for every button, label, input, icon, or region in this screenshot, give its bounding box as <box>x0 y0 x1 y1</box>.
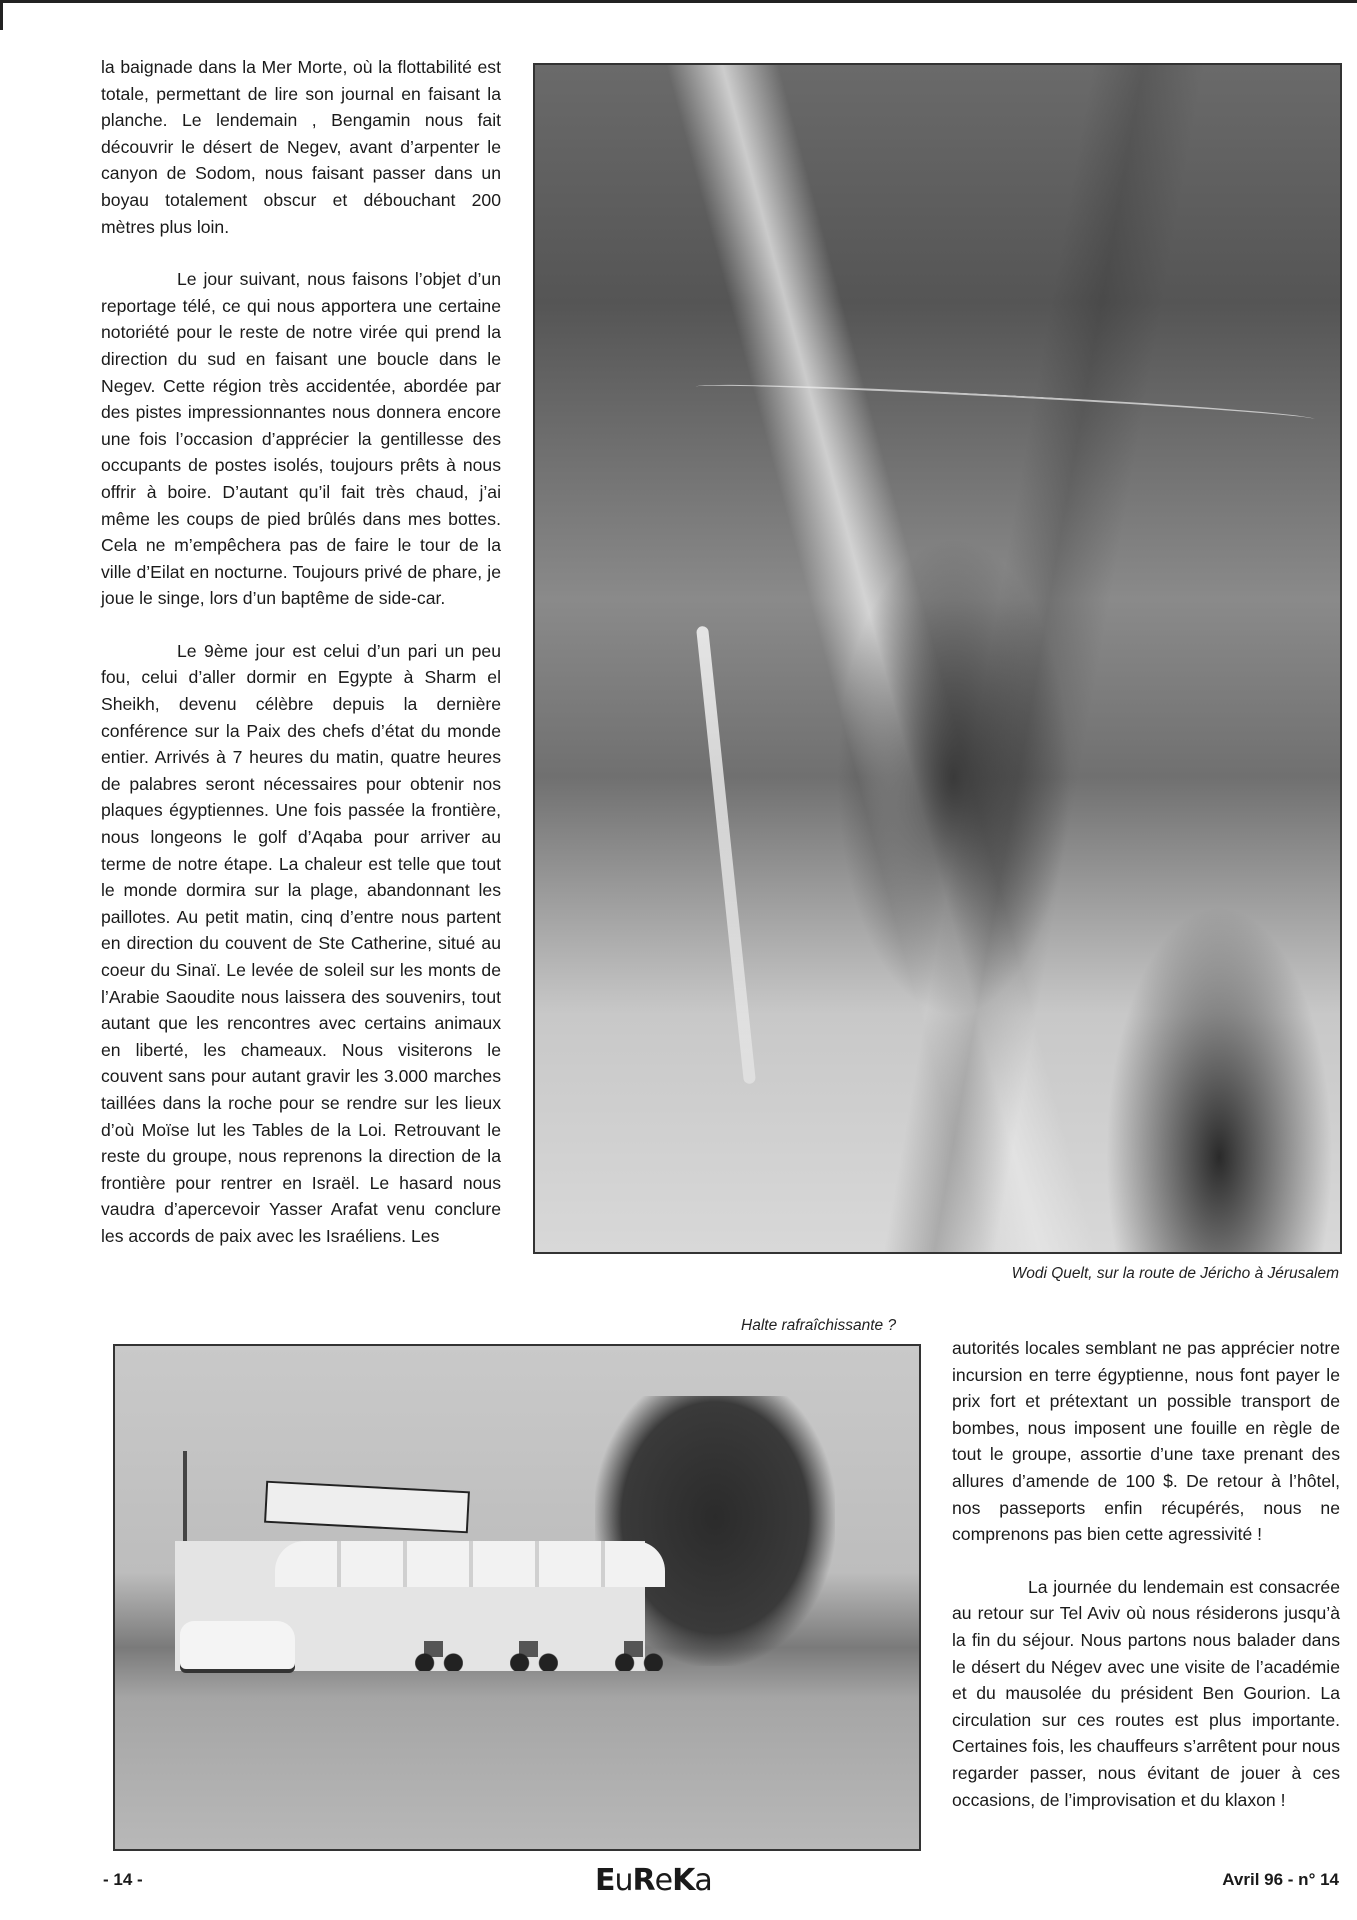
masthead-logo <box>595 1863 712 1898</box>
photo-motorcycle-detail <box>510 1631 558 1671</box>
scan-edge-left <box>0 0 3 30</box>
photo-motorcycle-detail <box>615 1631 663 1671</box>
paragraph: la baignade dans la Mer Morte, où la flottabilité est totale, permettant de lire son journal en faisant la planche. Le lendemain , Bengamin nous fait découvrir le désert de Negev, avant d’arpenter le canyon de Sodom, nous faisant passer dans un boyau totalement obscur et débouchant 200 mètres plus loin. <box>101 57 501 237</box>
masthead-letter: a <box>694 1863 712 1898</box>
article-column-right <box>952 1335 1340 1813</box>
photo-awnings-detail <box>275 1541 665 1587</box>
photo-car-detail <box>180 1621 295 1669</box>
photo-motorcycle-detail <box>415 1631 463 1671</box>
masthead-letter: R <box>632 1863 655 1898</box>
paragraph: Le 9ème jour est celui d’un pari un peu fou, celui d’aller dormir en Egypte à Sharm el Sheikh, devenu célèbre depuis la dernière conférence sur la Paix des chefs d’état du monde entier. Arrivés à 7 heures du matin, quatre heures de palabres seront nécessaires pour obtenir nos plaques égyptiennes. Une fois passée la frontière, nous longeons le golf d’Aqaba pour arriver au terme de notre étape. La chaleur est telle que tout le monde dormira sur la plage, abandonnant les paillotes. Au petit matin, cinq d’entre nous partent en direction du couvent de Ste Catherine, situé au coeur du Sinaï. Le levée de soleil sur les monts de l’Arabie Saoudite nous laissera des souvenirs, tout autant que les rencontres avec certains animaux en liberté, les chameaux. Nous visiterons le couvent sans pour autant gravir les 3.000 marches taillées dans la roche pour se rendre sur les lieux d’où Moïse lut les Tables de la Loi. Retrouvant le reste du groupe, nous reprenons la direction de la frontière pour rentrer en Israël. Le hasard nous vaudra d’apercevoir Yasser Arafat venu conclure les accords de paix avec les Israéliens. Les <box>101 640 501 1246</box>
photo-sign-detail <box>264 1481 470 1534</box>
page-number: - 14 - <box>103 1870 143 1889</box>
scan-edge-top <box>0 0 1357 3</box>
issue-info: Avril 96 - n° 14 <box>1222 1870 1339 1889</box>
masthead-letter: K <box>672 1863 695 1898</box>
paragraph: La journée du lendemain est consacrée au retour sur Tel Aviv où nous résiderons jusqu’à la fin du séjour. Nous partons nous balader dans le désert du Négev avec une visite de l’académie et du mausolée du président Ben Gourion. La circulation sur ces routes est plus importante. Certaines fois, les chauffeurs s’arrêtent pour nous regarder passer, nous évitant de jouer à ces occasions, de l’improvisation et du klaxon ! <box>952 1576 1340 1810</box>
masthead-letter: e <box>654 1863 673 1898</box>
masthead-letter: u <box>614 1863 633 1898</box>
photo-roadside-cafe <box>113 1344 921 1851</box>
photo-canyon-wadi-qelt <box>533 63 1342 1254</box>
paragraph: autorités locales semblant ne pas apprécier notre incursion en terre égyptienne, nous font payer le prix fort et prétextant un possible transport de bombes, nous imposent une fouille en règle de tout le groupe, assortie d’une taxe prenant des allures d’amende de 100 $. De retour à l’hôtel, nos passeports enfin récupérés, nous ne comprenons pas bien cette agressivité ! <box>952 1338 1340 1545</box>
article-column-left <box>101 54 501 1250</box>
figure-caption-canyon: Wodi Quelt, sur la route de Jéricho à Jérusalem <box>1011 1265 1339 1282</box>
figure-caption-cafe: Halte rafraîchissante ? <box>741 1317 897 1334</box>
photo-road-detail <box>695 379 1315 427</box>
photo-stream-detail <box>696 626 756 1085</box>
masthead-letter: E <box>595 1863 615 1898</box>
paragraph: Le jour suivant, nous faisons l’objet d’un reportage télé, ce qui nous apportera une certaine notoriété pour le reste de notre virée qui prend la direction du sud en faisant une boucle dans le Negev. Cette région très accidentée, abordée par des pistes impressionnantes nous donnera encore une fois l’occasion d’apprécier la gentillesse des occupants de postes isolés, toujours prêts à nous offrir à boire. D’autant qu’il fait très chaud, j’ai même les coups de pied brûlés dans mes bottes. Cela ne m’empêchera pas de faire le tour de la ville d’Eilat en nocturne. Toujours privé de phare, je joue le singe, lors d’un baptême de side-car. <box>101 269 501 609</box>
